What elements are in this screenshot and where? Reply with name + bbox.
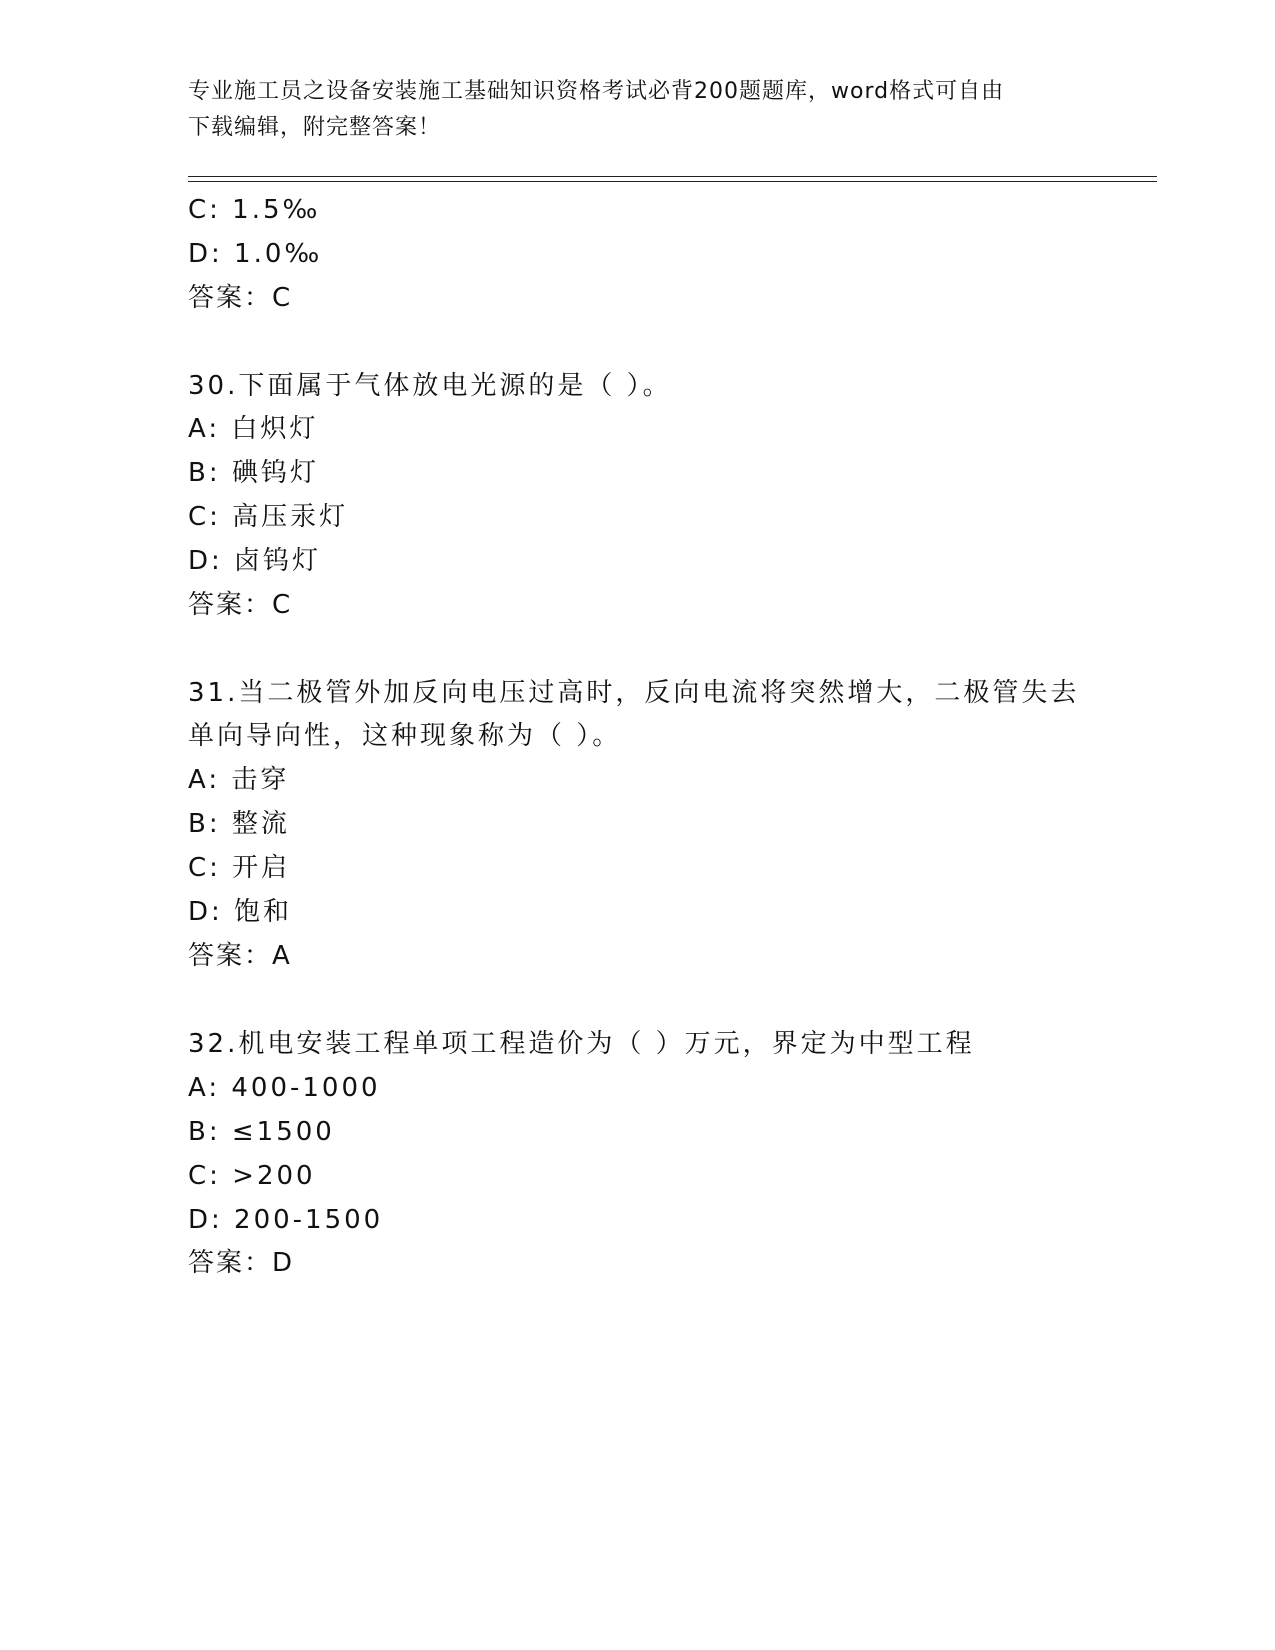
q29-option-d: D: 1.0‰ bbox=[188, 239, 323, 269]
q30-stem: 30.下面属于气体放电光源的是（ ）。 bbox=[188, 371, 672, 401]
q32-option-a: A: 400-1000 bbox=[188, 1073, 381, 1103]
document-header bbox=[188, 74, 1088, 146]
q31-option-c: C: 开启 bbox=[188, 853, 291, 883]
q32-option-b: B: ≤1500 bbox=[188, 1117, 335, 1147]
q29-option-c: C: 1.5‰ bbox=[188, 195, 321, 225]
q30-option-a: A: 白炽灯 bbox=[188, 414, 319, 444]
q30-option-c: C: 高压汞灯 bbox=[188, 502, 349, 532]
q30-option-d: D: 卤钨灯 bbox=[188, 546, 322, 576]
header-divider-top bbox=[188, 176, 1157, 177]
q31-answer: 答案：A bbox=[188, 941, 292, 971]
q32-stem: 32.机电安装工程单项工程造价为（ ）万元，界定为中型工程 bbox=[188, 1029, 975, 1059]
q31-stem-line-1: 31.当二极管外加反向电压过高时，反向电流将突然增大，二极管失去 bbox=[188, 678, 1080, 708]
q32-answer: 答案：D bbox=[188, 1248, 295, 1278]
q29-answer: 答案：C bbox=[188, 283, 293, 313]
q31-stem-line-2: 单向导向性，这种现象称为（ ）。 bbox=[188, 721, 622, 751]
q32-option-d: D: 200-1500 bbox=[188, 1205, 384, 1235]
q30-option-b: B: 碘钨灯 bbox=[188, 458, 319, 488]
q31-option-a: A: 击穿 bbox=[188, 765, 290, 795]
header-line-1: 专业施工员之设备安装施工基础知识资格考试必背200题题库，word格式可自由 bbox=[188, 79, 1005, 104]
header-line-2: 下载编辑，附完整答案！ bbox=[188, 115, 442, 140]
q31-option-d: D: 饱和 bbox=[188, 897, 293, 927]
header-divider-bottom bbox=[188, 181, 1157, 182]
q32-option-c: C: >200 bbox=[188, 1161, 316, 1191]
q30-answer: 答案：C bbox=[188, 590, 293, 620]
q31-option-b: B: 整流 bbox=[188, 809, 290, 839]
